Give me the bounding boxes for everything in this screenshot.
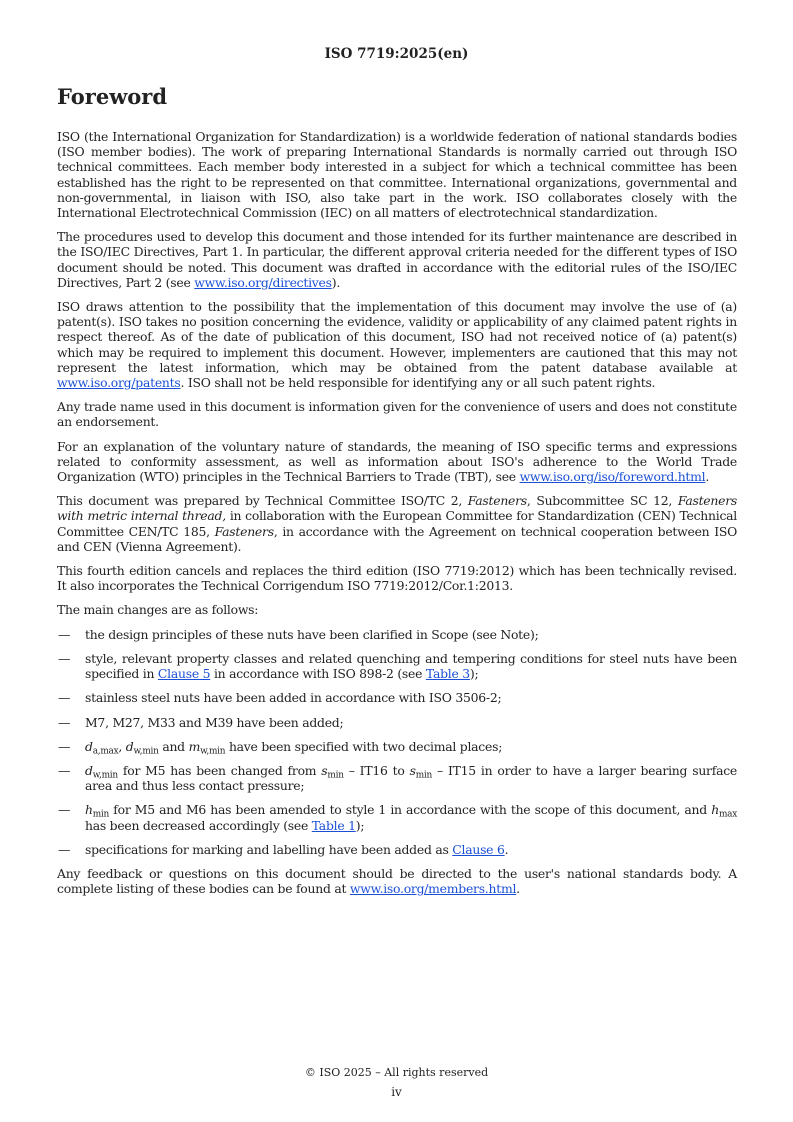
list-item-text: [85, 627, 737, 642]
list-item-text: [85, 715, 737, 730]
text: .: [705, 469, 710, 485]
italic-text: Fasteners: [214, 523, 274, 539]
subscript: w,min: [200, 746, 226, 757]
text: The procedures used to develop this document and those intended for its further maintenance are described in the ISO/IEC Directives, Part 1. In particular, the different approval criteria needed for the different types of ISO document should be noted. This document was drafted in accordance with the editorial rules of the ISO/IEC Directives, Part 2 (see: [57, 229, 737, 290]
text: have been specified with two decimal places;: [225, 738, 503, 754]
link[interactable]: Clause 5: [157, 666, 211, 682]
list-item: [57, 763, 737, 793]
text: );: [469, 666, 479, 682]
list-item: [57, 627, 737, 642]
link[interactable]: www.iso.org/patents: [57, 375, 181, 391]
text: .: [504, 841, 509, 857]
text: style, relevant property classes and related quenching and tempering conditions for steel nuts have been specified in: [85, 650, 737, 682]
list-item: [57, 802, 737, 832]
list-item: [57, 738, 737, 757]
text: . ISO shall not be held responsible for identifying any or all such patent rights.: [180, 375, 656, 391]
text: , in accordance with the Agreement on technical cooperation between ISO and CEN (Vienna Agreement).: [57, 523, 738, 554]
subscript: a,max: [92, 746, 119, 757]
text: has been decreased accordingly (see: [85, 817, 312, 833]
text: This document was prepared by Technical Committee ISO/TC 2,: [57, 493, 468, 509]
text: for M5 and M6 has been amended to style 1 in accordance with the scope of this document, and: [109, 802, 712, 818]
paragraph: [57, 563, 737, 593]
text: Any feedback or questions on this document should be directed to the user's national standards body. A complete listing of these bodies can be found at: [57, 865, 737, 897]
text: ).: [331, 274, 341, 290]
paragraph: [57, 439, 737, 485]
subscript: max: [718, 809, 737, 820]
italic-text: h: [711, 802, 719, 818]
text: The main changes are as follows:: [57, 602, 259, 618]
text: stainless steel nuts have been added in accordance with ISO 3506-2;: [85, 690, 502, 706]
text: For an explanation of the voluntary nature of standards, the meaning of ISO specific terms and expressions related to conformity assessment, as well as information about ISO's adherence to the World Trade Organization (WTO) principles in the Technical Barriers to Trade (TBT), see: [57, 438, 737, 485]
text: for M5 has been changed from: [117, 762, 322, 778]
text: in accordance with ISO 898-2 (see: [210, 666, 426, 682]
list-item-text: [85, 802, 737, 832]
subscript: w,min: [133, 746, 159, 757]
paragraph: [57, 229, 737, 290]
subscript: w,min: [92, 770, 118, 781]
list-dash: —: [58, 626, 71, 642]
list-dash: —: [58, 650, 71, 666]
document-header: ISO 7719:2025(en): [324, 46, 469, 62]
list-dash: —: [58, 714, 71, 730]
list-dash: —: [58, 841, 71, 857]
text: Any trade name used in this document is information given for the convenience of users and does not constitute an endorsement.: [57, 399, 737, 430]
text: – IT15 in order to have a larger bearing surface area and thus less contact pressure;: [85, 762, 737, 794]
italic-text: s: [409, 762, 416, 778]
italic-text: m: [188, 738, 201, 754]
text: in collaboration with the European Committee for Standardization (CEN) Technical Committee CEN/TC 185,: [57, 508, 737, 539]
link[interactable]: Table 1: [311, 817, 356, 833]
list-item-text: [85, 738, 737, 757]
list-dash: —: [58, 690, 71, 706]
italic-text: Fasteners: [467, 493, 527, 509]
list-item-text: [85, 651, 737, 681]
list-item-text: [85, 763, 737, 793]
list-item: [57, 651, 737, 681]
subscript: min: [415, 770, 432, 781]
page-title: Foreword: [57, 84, 168, 109]
italic-text: d: [85, 762, 93, 778]
list-dash: —: [58, 738, 71, 754]
subscript: min: [327, 770, 344, 781]
text: the design principles of these nuts have been clarified in Scope (see Note);: [85, 626, 539, 642]
paragraph: [57, 493, 737, 554]
text: ISO draws attention to the possibility that the implementation of this document may involve the use of (a) patent(s). ISO takes no position concerning the evidence, validity or applicability of any claimed patent rights in respect thereof. As of the date of publication of this document, ISO had not received notice of (a) patent(s) which may be required to implement this document. However, implementers are cautioned that this may not represent the latest information, which may be obtained from the patent database available at: [57, 299, 737, 375]
text: ISO (the International Organization for Standardization) is a worldwide federation of national standards bodies (ISO member bodies). The work of preparing International Standards is normally carried out through ISO technical committees. Each member body interested in a subject for which a technical committee has been established has the right to be represented on that committee. International organizations, governmental and non-governmental, in liaison with ISO, also take part in the work. ISO collaborates closely with the International Electrotechnical Commission (IEC) on all matters of electrotechnical standardization.: [57, 129, 737, 221]
paragraph: [57, 866, 737, 896]
paragraph: [57, 299, 737, 390]
paragraph: [57, 602, 737, 617]
link[interactable]: www.iso.org/directives: [194, 274, 332, 290]
link[interactable]: www.iso.org/iso/foreword.html: [519, 469, 706, 485]
list-item: [57, 690, 737, 705]
text: ,: [118, 738, 126, 754]
link[interactable]: Table 3: [425, 666, 470, 682]
text: .: [516, 881, 520, 897]
list-dash: —: [58, 762, 71, 778]
text: , Subcommittee SC 12,: [526, 493, 678, 509]
list-item: [57, 715, 737, 730]
link[interactable]: Clause 6: [452, 841, 505, 857]
list-dash: —: [58, 802, 71, 818]
text: specifications for marking and labelling have been added as: [85, 841, 453, 857]
paragraph: [57, 399, 737, 429]
italic-text: s: [321, 762, 328, 778]
italic-text: d: [125, 738, 134, 754]
link[interactable]: www.iso.org/members.html: [349, 881, 517, 897]
text: This fourth edition cancels and replaces the third edition (ISO 7719:2012) which has been technically revised. It also incorporates the Technical Corrigendum ISO 7719:2012/Cor.1:2013.: [57, 563, 737, 594]
italic-text: h: [85, 802, 93, 818]
text: – IT16 to: [343, 762, 410, 778]
foreword-body: [57, 129, 737, 905]
paragraph: [57, 129, 737, 220]
italic-text: Fasteners with metric internal thread,: [57, 493, 737, 524]
page-number: iv: [391, 1085, 402, 1099]
list-item: [57, 842, 737, 857]
copyright-notice: © ISO 2025 – All rights reserved: [304, 1066, 489, 1079]
list-item-text: [85, 842, 737, 857]
text: and: [158, 738, 189, 754]
text: M7, M27, M33 and M39 have been added;: [85, 714, 344, 730]
subscript: min: [92, 809, 110, 820]
list-item-text: [85, 690, 737, 705]
italic-text: d: [85, 738, 93, 754]
text: );: [355, 817, 365, 833]
